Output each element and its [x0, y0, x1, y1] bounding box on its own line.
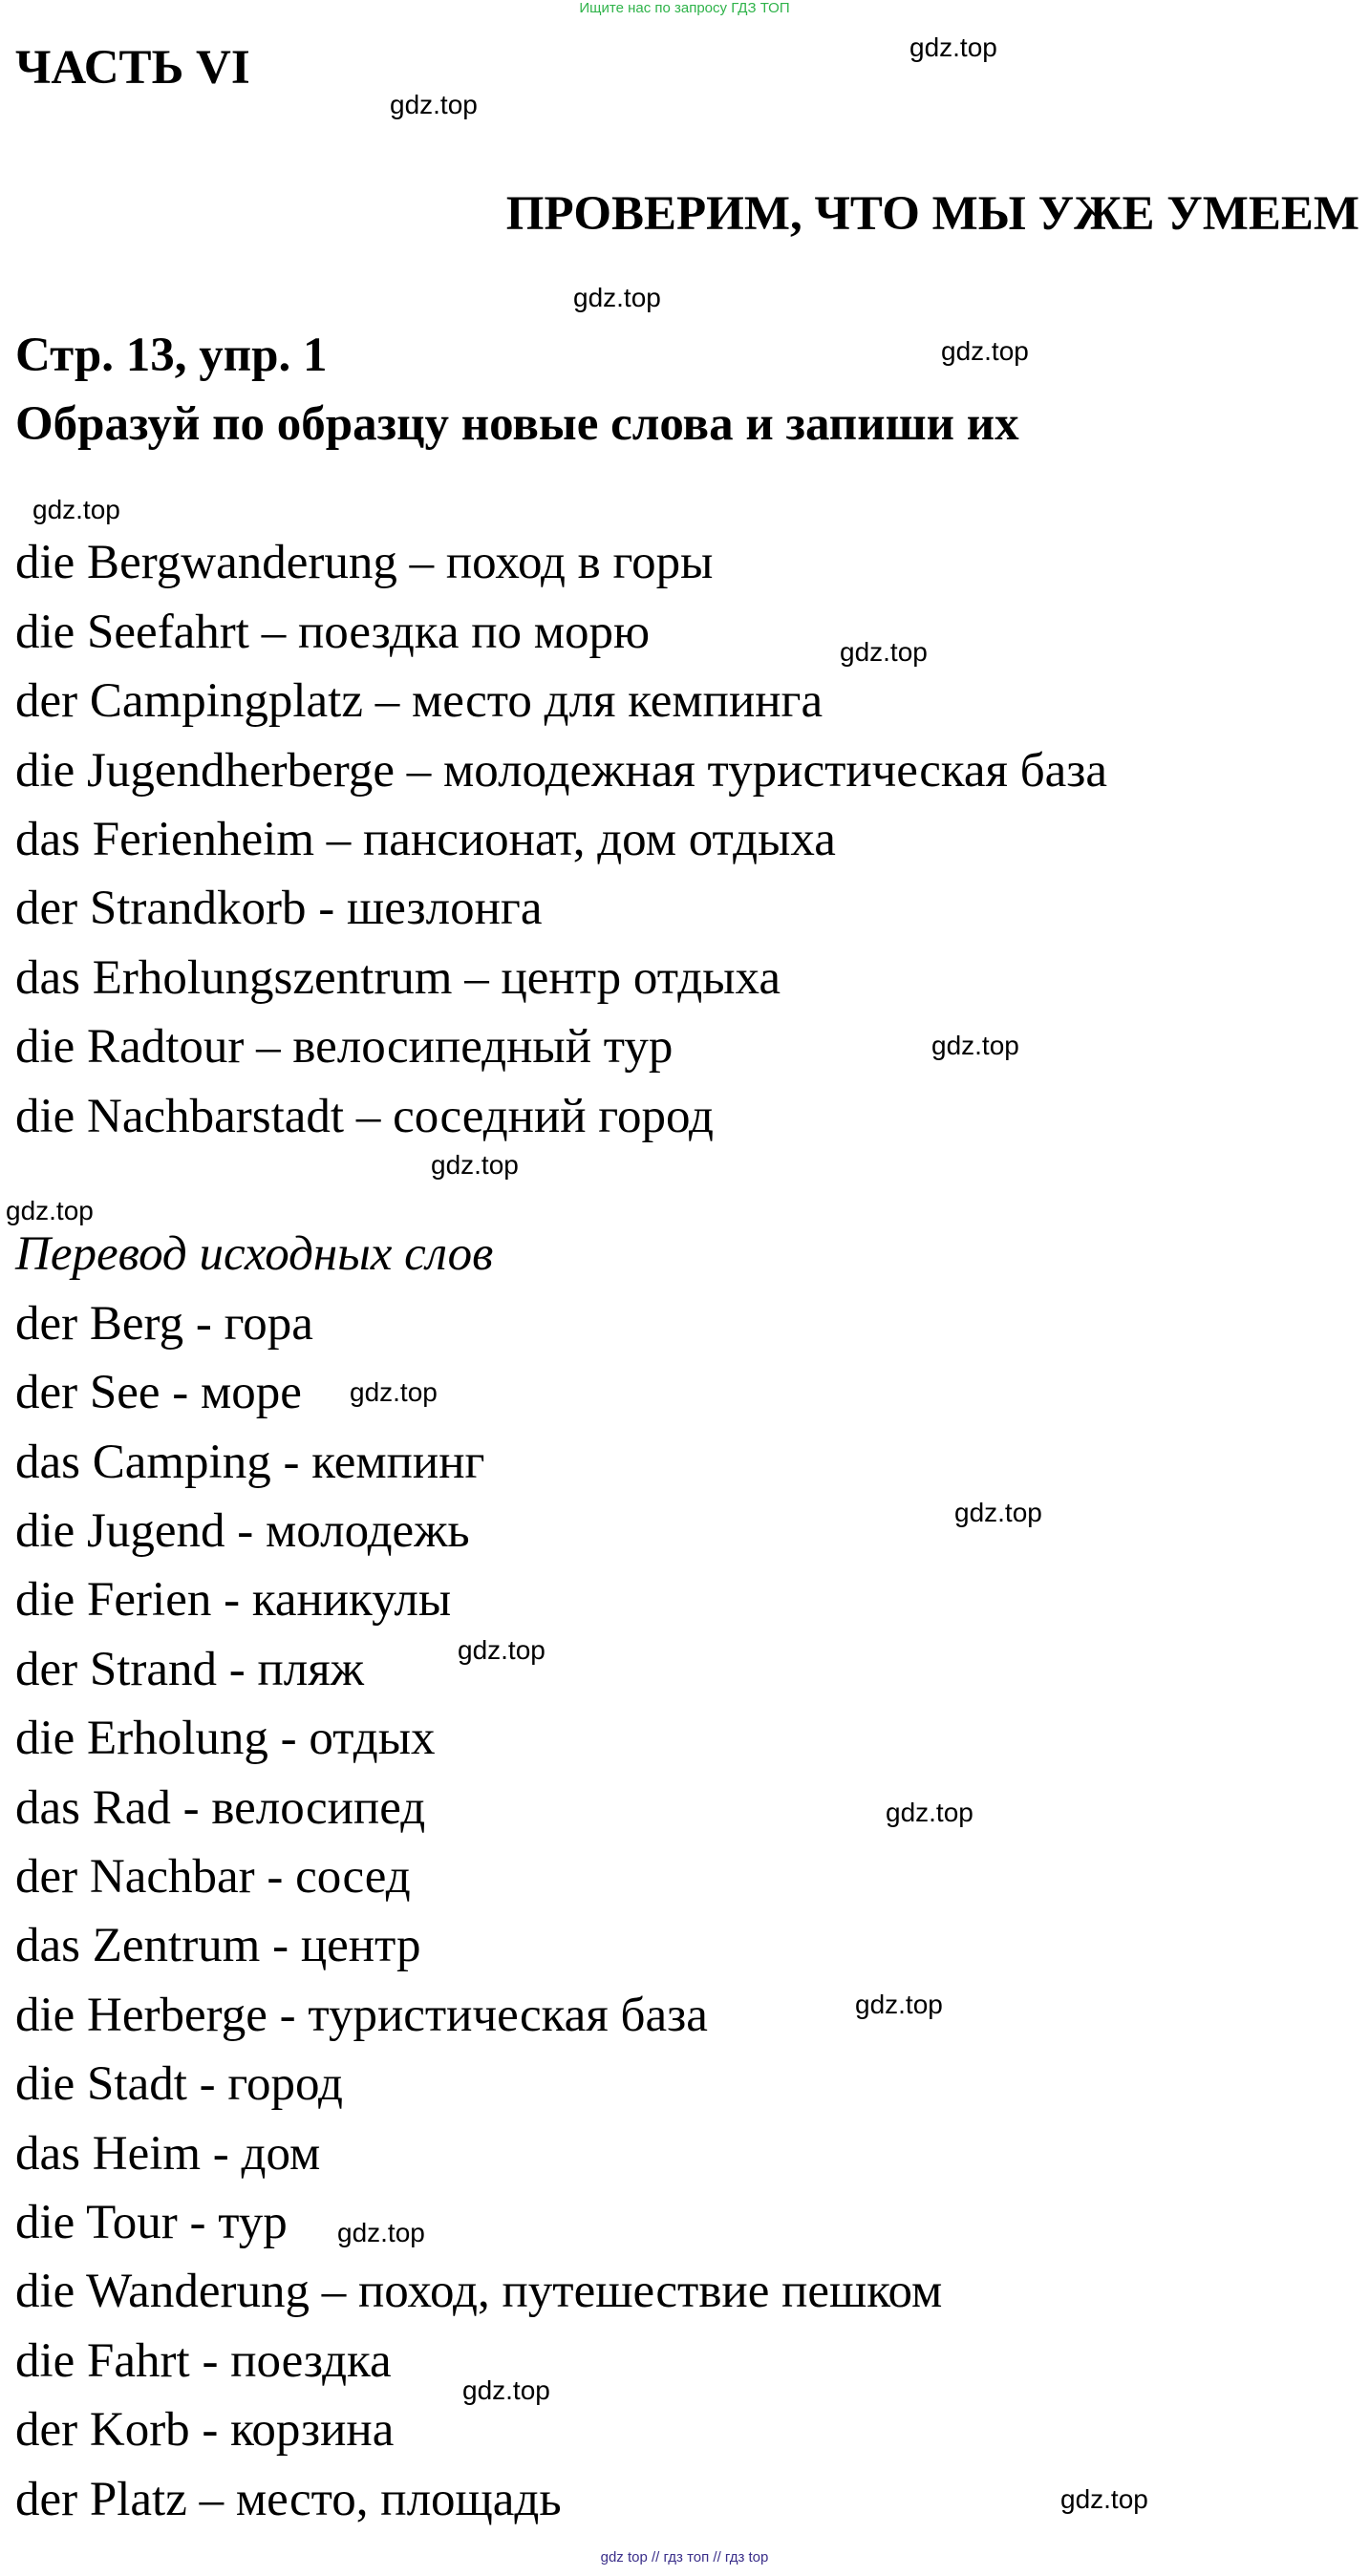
watermark: gdz.top	[32, 495, 120, 524]
watermark: gdz.top	[6, 1196, 94, 1225]
source-word-item: die Erholung - отдых	[15, 1712, 436, 1765]
new-word-item: das Ferienheim – пансионат, дом отдыха	[15, 813, 836, 866]
watermark: gdz.top	[855, 1990, 943, 2019]
source-word-item: die Wanderung – поход, путешествие пешком	[15, 2265, 943, 2318]
source-word-item: die Jugend - молодежь	[15, 1504, 470, 1558]
watermark: gdz.top	[886, 1798, 973, 1827]
new-word-item: der Strandkorb - шезлонга	[15, 882, 543, 935]
watermark: gdz.top	[931, 1031, 1019, 1060]
task-instruction: Образуй по образцу новые слова и запиши их	[15, 397, 1019, 451]
new-word-item: die Bergwanderung – поход в горы	[15, 536, 714, 589]
source-word-item: der Nachbar - сосед	[15, 1850, 411, 1904]
part-title: ЧАСТЬ VI	[15, 41, 250, 95]
watermark: gdz.top	[462, 2375, 550, 2405]
source-word-item: der Berg - гора	[15, 1297, 313, 1351]
watermark: gdz.top	[1060, 2484, 1148, 2514]
watermark: gdz.top	[458, 1635, 545, 1665]
new-word-item: die Jugendherberge – молодежная туристическая база	[15, 744, 1108, 798]
source-word-item: die Fahrt - поездка	[15, 2334, 392, 2388]
watermark: gdz.top	[840, 637, 928, 667]
watermark: gdz.top	[337, 2218, 425, 2247]
source-word-item: das Zentrum - центр	[15, 1919, 421, 1972]
new-word-item: die Seefahrt – поездка по морю	[15, 606, 651, 659]
source-word-item: die Tour - тур	[15, 2196, 288, 2249]
source-word-item: der See - море	[15, 1366, 302, 1419]
source-word-item: der Korb - корзина	[15, 2403, 395, 2457]
source-word-item: der Platz – место, площадь	[15, 2473, 562, 2526]
source-word-item: der Strand - пляж	[15, 1643, 364, 1696]
source-word-item: das Heim - дом	[15, 2127, 321, 2181]
watermark: gdz.top	[909, 32, 997, 62]
watermark: gdz.top	[941, 336, 1029, 366]
page-reference: Стр. 13, упр. 1	[15, 329, 328, 382]
watermark: gdz.top	[390, 90, 478, 119]
source-words-heading: Перевод исходных слов	[15, 1227, 494, 1281]
watermark: gdz.top	[350, 1377, 438, 1407]
watermark: gdz.top	[954, 1498, 1042, 1527]
footer-links[interactable]: gdz top // гдз топ // гдз top	[600, 2549, 769, 2565]
source-word-item: die Ferien - каникулы	[15, 1573, 452, 1627]
watermark: gdz.top	[431, 1150, 519, 1180]
source-word-item: die Herberge - туристическая база	[15, 1989, 708, 2042]
source-word-item: das Rad - велосипед	[15, 1781, 426, 1835]
watermark: gdz.top	[573, 283, 661, 312]
new-word-item: der Campingplatz – место для кемпинга	[15, 674, 824, 728]
new-word-item: das Erholungszentrum – центр отдыха	[15, 951, 781, 1005]
new-word-item: die Nachbarstadt – соседний город	[15, 1090, 714, 1143]
section-title: ПРОВЕРИМ, ЧТО МЫ УЖЕ УМЕЕМ	[505, 187, 1359, 241]
source-word-item: das Camping - кемпинг	[15, 1436, 485, 1489]
new-word-item: die Radtour – велосипедный тур	[15, 1020, 674, 1074]
source-word-item: die Stadt - город	[15, 2057, 344, 2111]
top-banner[interactable]: Ищите нас по запросу ГДЗ ТОП	[579, 0, 790, 16]
